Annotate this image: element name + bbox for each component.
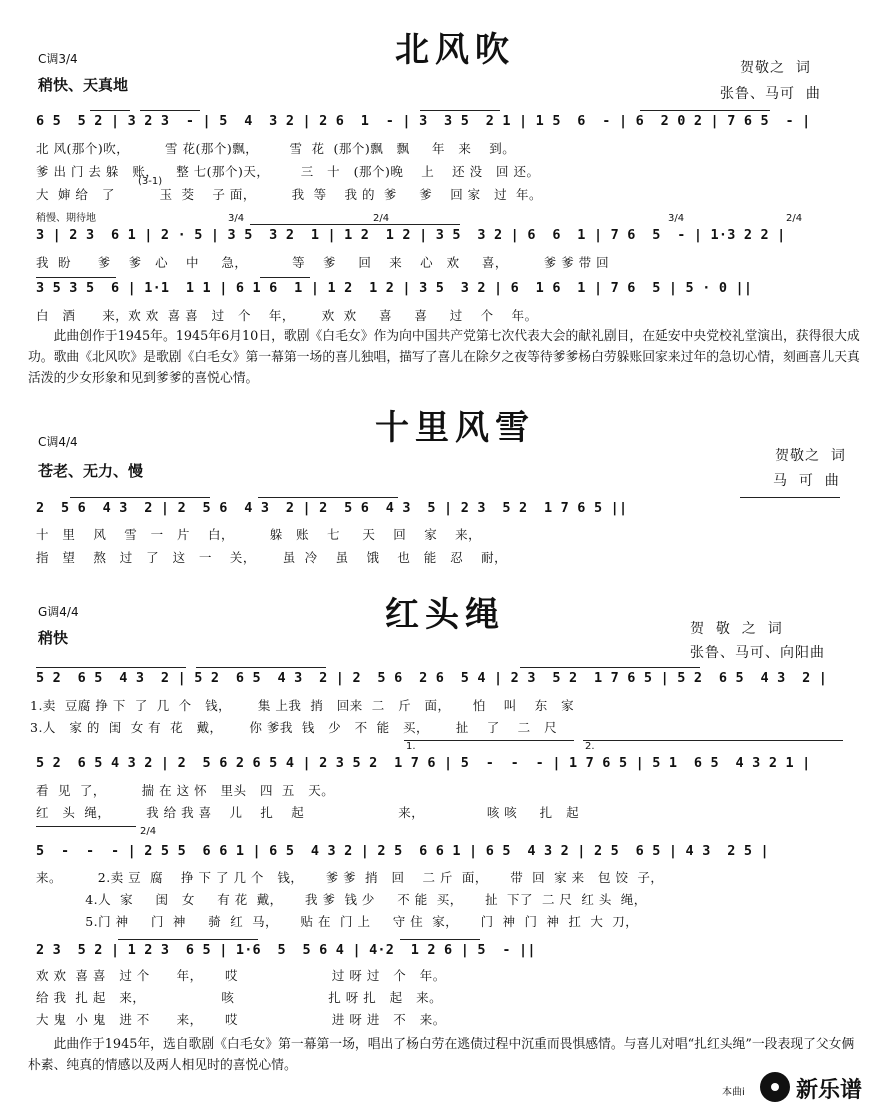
song3-ending-1: 1. [406,741,416,752]
song2-tempo: 苍老、无力、慢 [38,462,144,480]
song3-title: 红头绳 [385,595,505,635]
song3-tempo: 稍快 [38,629,69,647]
song3-lyrics-row4-v1: 欢 欢 喜 喜 过 个 年， 哎 过 呀 过 个 年。 [36,968,446,983]
song2-composer: 马 可 曲 [773,473,840,489]
song1-time-mark-2: 2/4 [373,213,390,224]
song1-time-mark-3: 3/4 [668,213,685,224]
song3-time-mark: 2/4 [140,826,157,837]
footer-source: 本曲i [722,1087,745,1098]
song1-lyricist: 贺敬之 词 [740,60,811,76]
song1-key: C调3/4 [38,52,78,66]
song3-description: 此曲作于1945年，选自歌剧《白毛女》第一幕第一场，唱出了杨白劳在逃债过程中沉重而畏惧感情。与喜儿对唱“扎红头绳”一段表现了父女俩朴素、纯真的情感以及两人相见时的喜悦心情。 [28,1037,855,1073]
song3-notes-row1: 5 2 6 5 4 3 2 | 5 2 6 5 4 3 2 | 2 5 6 2 6 5 4 | 2 3 5 2 1 7 6 5 | 5 2 6 5 4 3 2 | [36,670,828,686]
song1-notes-row2: 3 | 2 3 6 1 | 2 · 5 | 3 5 3 2 1 | 1 2 1 2 | 3 5 3 2 | 6 6 1 | 7 6 5 - | 1·3 2 2 | [36,227,786,243]
song1-tempo-change: 稍慢、期待地 [36,213,96,224]
song3-lyrics-row2-v2: 红 头 绳， 我 给 我 喜 儿 扎 起 来， 咳 咳 扎 起 [36,805,580,820]
song2-key: C调4/4 [38,435,78,449]
song2-lyrics-v1: 十 里 风 雪 一 片 白， 躲 账 七 天 回 家 来， [36,527,482,542]
record-icon [760,1072,790,1102]
song3-notes-row3: 5 - - - | 2 5 5 6 6 1 | 6 5 4 3 2 | 2 5 6 6 1 | 6 5 4 3 2 | 2 5 6 5 | 4 3 2 5 | [36,843,769,859]
song2-notes-row1: 2 5 6 4 3 2 | 2 5 6 4 3 2 | 2 5 6 4 3 5 | 2 3 5 2 1 7 6 5 || [36,500,628,516]
song1-notes-row3: 3 5 3 5 6 | 1·1 1 1 | 6 1 6 1 | 1 2 1 2 | 3 5 3 2 | 6 1 6 1 | 7 6 5 | 5 · 0 || [36,280,753,296]
song3-lyrics-row4-v2: 给 我 扎 起 来， 咳 扎 呀 扎 起 来。 [36,990,443,1005]
song2-title: 十里风雪 [375,408,535,448]
song3-lyricist: 贺 敬 之 词 [690,621,783,637]
song1-time-mark-4: 2/4 [786,213,803,224]
song3-ending-2: 2. [585,741,595,752]
song2-lyrics-v2: 指 望 熬 过 了 这 一 关， 虽 冷 虽 饿 也 能 忍 耐， [36,550,508,565]
song1-time-mark-1: 3/4 [228,213,245,224]
song3-composer: 张鲁、马可、向阳曲 [690,645,825,661]
song3-lyrics-row4-v3: 大 鬼 小 鬼 进 不 来， 哎 进 呀 进 不 来。 [36,1012,446,1027]
brand-logo: 新乐谱 [796,1078,863,1103]
song3-lyrics-row3-v5: 5.门 神 门 神 骑 红 马， 贴 在 门 上 守 住 家， 门 神 门 神 扛 大 刀， [36,914,639,929]
song1-lyrics-row2: 我 盼 爹 爹 心 中 急， 等 爹 回 来 心 欢 喜， 爹 爹 带 回 [36,255,610,270]
song3-notes-row4: 2 3 5 2 | 1 2 3 6 5 | 1·6 5 5 6 4 | 4·2 1 2 6 | 5 - || [36,942,536,958]
song3-lyrics-row3-v2: 来。 2.卖 豆 腐 挣 下 了 几 个 钱， 爹 爹 捎 回 二 斤 面， 带 回 家 来 包 饺 子， [36,870,664,885]
song3-lyrics-row2-v1: 看 见 了， 揣 在 这 怀 里头 四 五 天。 [36,783,335,798]
song3-lyrics-row3-v4: 4.人 家 闺 女 有 花 戴， 我 爹 钱 少 不 能 买， 扯 下了 二 尺 红 头 绳， [36,892,647,907]
song1-tempo: 稍快、天真地 [38,76,129,94]
song1-lyrics-row3: 白 酒 来，欢 欢 喜 喜 过 个 年， 欢 欢 喜 喜 过 个 年。 [36,308,538,323]
song1-lyrics-v3: 大 婶 给 了 玉 茭 子 面， 我 等 我 的 爹 爹 回 家 过 年。 [36,187,543,202]
song1-title: 北风吹 [395,30,515,70]
song1-composer: 张鲁、马可 曲 [720,86,821,102]
song2-lyricist: 贺敬之 词 [775,448,846,464]
song1-small-mark: (3-1) [138,176,163,187]
song1-lyrics-v2: 爹 出 门 去 躲 账， 整 七(那个)天， 三 十 (那个)晚 上 还 没 回 还。 [36,164,540,179]
song3-notes-row2: 5 2 6 5 4 3 2 | 2 5 6 2 6 5 4 | 2 3 5 2 1 7 6 | 5 - - - | 1 7 6 5 | 5 1 6 5 4 3 2 1 | [36,755,811,771]
song1-description: 此曲创作于1945年。1945年6月10日，歌剧《白毛女》作为向中国共产党第七次代表大会的献礼剧目，在延安中央党校礼堂演出，获得很大成功。歌曲《北风吹》是歌剧《白毛女》第一幕第一场的喜儿独唱，描写了喜儿在除夕之夜等待爹爹杨白劳躲账回家来过年的急切心情，刻画喜儿天真活泼的少女形象和见到爹爹的喜悦心情。 [28,329,860,386]
song3-lyrics-v1: 1.卖 豆腐 挣 下 了 几 个 钱， 集 上我 捎 回来 二 斤 面， 怕 叫 东 家 [30,698,575,713]
song1-lyrics-v1: 北 风(那个)吹， 雪 花(那个)飘， 雪 花 (那个)飘 飘 年 来 到。 [36,141,516,156]
song3-key: G调4/4 [38,605,79,619]
song3-lyrics-v3: 3.人 家 的 闺 女 有 花 戴， 你 爹我 钱 少 不 能 买， 扯 了 二 尺 [30,720,558,735]
song1-notes-row1: 6 5 5 2 | 3 2 3 - | 5 4 3 2 | 2 6 1 - | 3 3 5 2 1 | 1 5 6 - | 6 2 0 2 | 7 6 5 - | [36,113,811,129]
